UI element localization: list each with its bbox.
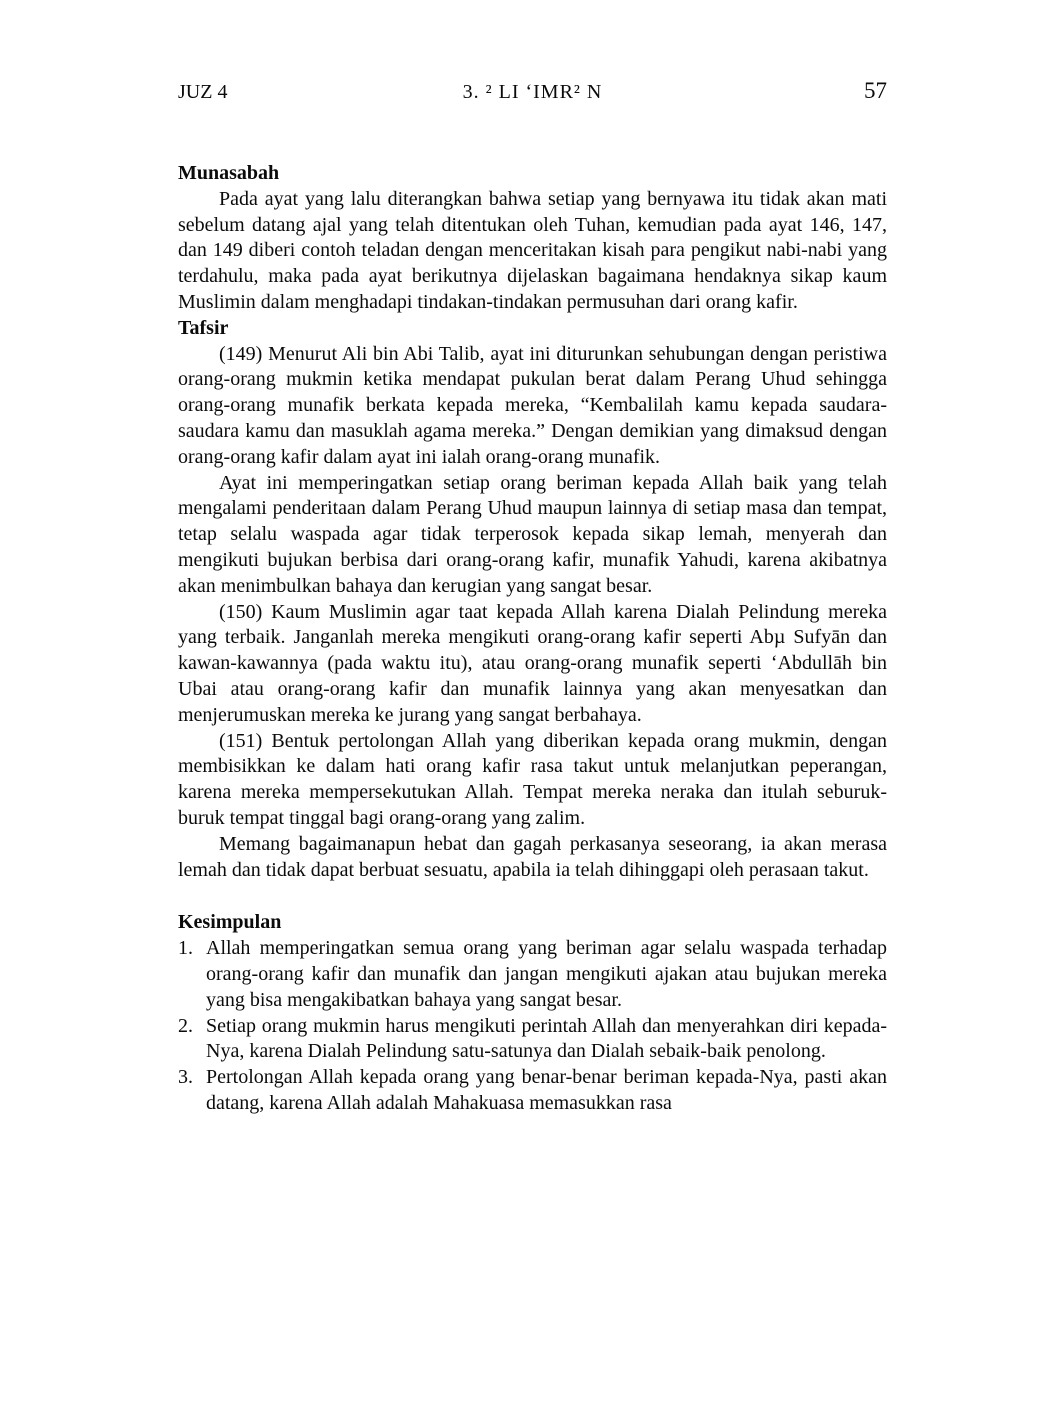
list-number: 3. [178, 1066, 193, 1089]
page-number: 57 [864, 78, 887, 103]
tafsir-paragraph-closing: Memang bagaimanapun hebat dan gagah perkasanya seseorang, ia akan merasa lemah dan tidak dapat berbuat sesuatu, apabila ia telah dihinggapi oleh perasaan takut. [178, 832, 887, 881]
list-item-text: Pertolongan Allah kepada orang yang benar-benar beriman kepada-Nya, pasti akan datang, karena Allah adalah Mahakuasa memasukkan rasa [206, 1066, 887, 1114]
munasabah-heading: Munasabah [178, 162, 280, 184]
tafsir-paragraph-warning: Ayat ini memperingatkan setiap orang beriman kepada Allah baik yang telah mengalami penderitaan dalam Perang Uhud maupun lainnya di setiap masa dan tempat, tetap selalu waspada agar tidak terperosok kepada sikap lemah, menyerah dan mengikuti bujukan berbisa dari orang-orang kafir, munafik Yahudi, karena akibatnya akan menimbulkan bahaya dan kerugian yang sangat besar. [178, 471, 887, 597]
tafsir-heading: Tafsir [178, 316, 229, 339]
page-content [178, 78, 887, 1117]
munasabah-paragraph: Pada ayat yang lalu diterangkan bahwa setiap yang bernyawa itu tidak akan mati sebelum datang ajal yang telah ditentukan oleh Tuhan, kemudian pada ayat 146, 147, dan 149 diberi contoh teladan dengan menceritakan kisah para pengikut nabi-nabi yang terdahulu, maka pada ayat berikutnya dijelaskan bagaimana hendaknya sikap kaum Muslimin dalam menghadapi tindakan-tindakan permusuhan dari orang kafir. [178, 187, 887, 313]
surah-title: 3. ² LI ‘IMR² N [462, 81, 603, 103]
list-item-text: Allah memperingatkan semua orang yang beriman agar selalu waspada terhadap orang-orang kafir dan munafik dan jangan mengikuti ajakan atau bujukan mereka yang bisa mengakibatkan bahaya yang sangat besar. [206, 937, 887, 1011]
page-header [178, 78, 887, 104]
tafsir-paragraph-150: (150) Kaum Muslimin agar taat kepada Allah karena Dialah Pelindung mereka yang terbaik. Janganlah mereka mengikuti orang-orang kafir seperti Abµ Sufyān dan kawan-kawannya (pada waktu itu), atau orang-orang munafik seperti ‘Abdullāh bin Ubai atau orang-orang kafir dan munafik lainnya yang akan menyesatkan dan menjerumuskan mereka ke jurang yang sangat berbahaya. [178, 600, 887, 726]
kesimpulan-item-3 [178, 1065, 887, 1117]
tafsir-paragraph-149: (149) Menurut Ali bin Abi Talib, ayat ini diturunkan sehubungan dengan peristiwa orang-orang mukmin ketika mendapat pukulan berat dalam Perang Uhud sehingga orang-orang munafik berkata kepada mereka, “Kembalilah kamu kepada saudara-saudara kamu dan masuklah agama mereka.” Dengan demikian yang dimaksud dengan orang-orang kafir dalam ayat ini ialah orang-orang munafik. [178, 342, 887, 468]
tafsir-paragraph-151: (151) Bentuk pertolongan Allah yang diberikan kepada orang mukmin, dengan membisikkan ke dalam hati orang kafir rasa takut untuk melanjutkan peperangan, karena mereka mempersekutukan Allah. Tempat mereka neraka dan itulah seburuk-buruk tempat tinggal bagi orang-orang yang zalim. [178, 729, 887, 829]
list-number: 1. [178, 937, 193, 960]
list-number: 2. [178, 1014, 193, 1037]
kesimpulan-item-2 [178, 1014, 887, 1066]
kesimpulan-heading: Kesimpulan [178, 911, 282, 934]
kesimpulan-item-1 [178, 936, 887, 1013]
kesimpulan-list [178, 936, 887, 1117]
juz-label: JUZ 4 [178, 81, 228, 103]
list-item-text: Setiap orang mukmin harus mengikuti perintah Allah dan menyerahkan diri kepada-Nya, karena Dialah Pelindung satu-satunya dan Dialah sebaik-baik penolong. [206, 1014, 887, 1063]
